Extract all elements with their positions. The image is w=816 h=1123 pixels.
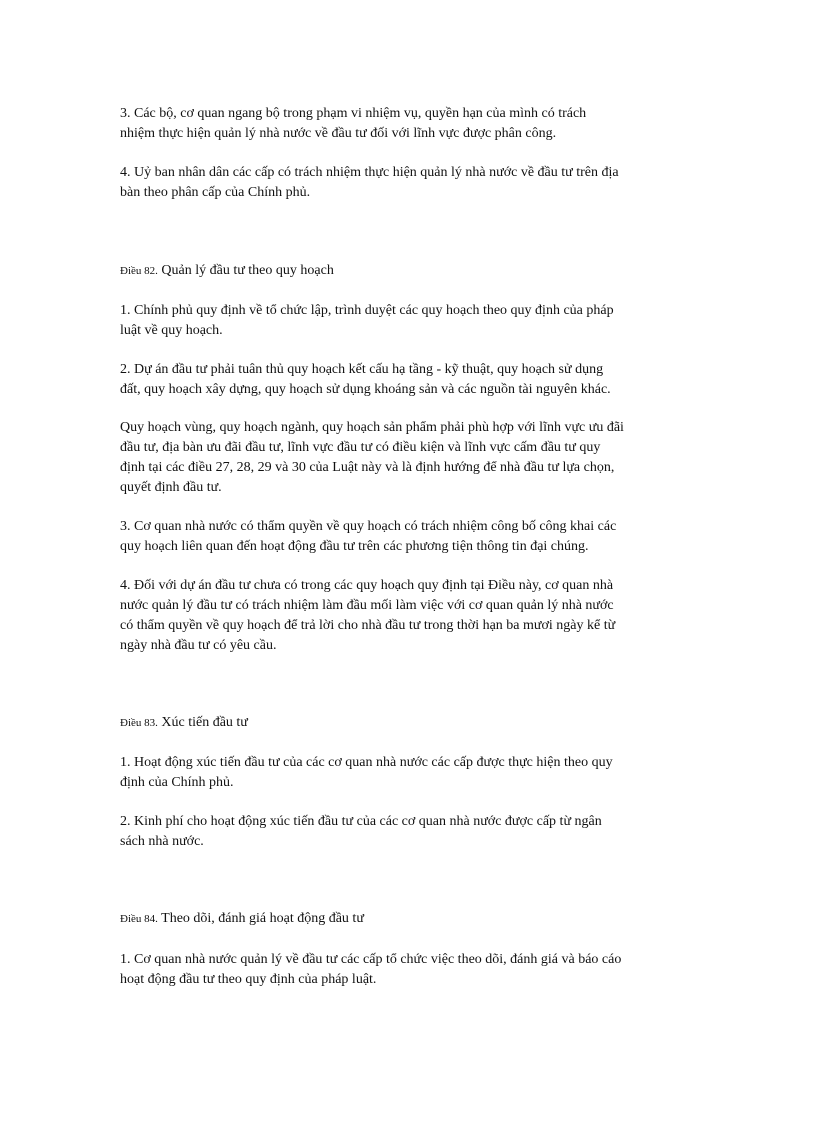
text-line: 4. Uỷ ban nhân dân các cấp có trách nhiệm thực hiện quản lý nhà nước về đầu tư trên địa [120, 165, 619, 180]
article-number: Điều 83. [120, 717, 158, 729]
paragraph-article83-item2 [120, 812, 700, 852]
paragraph-article82-item1 [120, 301, 700, 341]
text-line: 2. Kinh phí cho hoạt động xúc tiến đầu tư của các cơ quan nhà nước được cấp từ ngân [120, 814, 602, 829]
paragraph-article81-item4 [120, 163, 700, 203]
article-title: Theo dõi, đánh giá hoạt động đầu tư [157, 911, 364, 926]
text-line: hoạt động đầu tư theo quy định của pháp luật. [120, 972, 377, 987]
paragraph-article81-item3 [120, 104, 700, 144]
text-line: bàn theo phân cấp của Chính phủ. [120, 185, 311, 200]
article-title: Xúc tiến đầu tư [157, 715, 248, 730]
paragraph-article84-item1 [120, 950, 700, 990]
article-83-heading [120, 713, 248, 733]
text-line: 3. Cơ quan nhà nước có thẩm quyền về quy hoạch có trách nhiệm công bố công khai các [120, 519, 617, 534]
text-line: luật về quy hoạch. [120, 323, 223, 338]
text-line: quy hoạch liên quan đến hoạt động đầu tư trên các phương tiện thông tin đại chúng. [120, 539, 589, 554]
text-line: 1. Cơ quan nhà nước quản lý về đầu tư các cấp tổ chức việc theo dõi, đánh giá và báo cáo [120, 952, 622, 967]
text-line: Quy hoạch vùng, quy hoạch ngành, quy hoạch sản phẩm phải phù hợp với lĩnh vực ưu đãi [120, 420, 624, 435]
paragraph-article83-item1 [120, 753, 700, 793]
text-line: nhiệm thực hiện quản lý nhà nước về đầu tư đối với lĩnh vực được phân công. [120, 126, 557, 141]
text-line: 4. Đối với dự án đầu tư chưa có trong các quy hoạch quy định tại Điều này, cơ quan nhà [120, 578, 614, 593]
text-line: ngày nhà đầu tư có yêu cầu. [120, 638, 277, 653]
text-line: 3. Các bộ, cơ quan ngang bộ trong phạm vi nhiệm vụ, quyền hạn của mình có trách [120, 106, 587, 121]
article-82-heading [120, 261, 334, 281]
text-line: đầu tư, địa bàn ưu đãi đầu tư, lĩnh vực đầu tư có điều kiện và lĩnh vực cấm đầu tư quy [120, 440, 601, 455]
text-line: có thẩm quyền về quy hoạch để trả lời cho nhà đầu tư trong thời hạn ba mươi ngày kể từ [120, 618, 616, 633]
text-line: 2. Dự án đầu tư phải tuân thủ quy hoạch kết cấu hạ tầng - kỹ thuật, quy hoạch sử dụng [120, 362, 604, 377]
text-line: 1. Hoạt động xúc tiến đầu tư của các cơ quan nhà nước các cấp được thực hiện theo quy [120, 755, 613, 770]
text-line: đất, quy hoạch xây dựng, quy hoạch sử dụng khoáng sản và các nguồn tài nguyên khác. [120, 382, 611, 397]
paragraph-article82-item2 [120, 360, 700, 400]
text-line: định tại các điều 27, 28, 29 và 30 của Luật này và là định hướng để nhà đầu tư lựa chọn, [120, 460, 615, 475]
paragraph-article82-planning [120, 418, 700, 498]
article-number: Điều 82. [120, 265, 158, 277]
paragraph-article82-item3 [120, 517, 700, 557]
text-line: sách nhà nước. [120, 834, 204, 849]
article-title: Quản lý đầu tư theo quy hoạch [157, 263, 334, 278]
article-84-heading [120, 909, 364, 929]
article-number: Điều 84. [120, 913, 158, 925]
text-line: quyết định đầu tư. [120, 480, 222, 495]
text-line: 1. Chính phủ quy định về tổ chức lập, trình duyệt các quy hoạch theo quy định của pháp [120, 303, 614, 318]
paragraph-article82-item4 [120, 576, 700, 656]
text-line: định của Chính phủ. [120, 775, 234, 790]
text-line: nước quản lý đầu tư có trách nhiệm làm đầu mối làm việc với cơ quan quản lý nhà nước [120, 598, 614, 613]
